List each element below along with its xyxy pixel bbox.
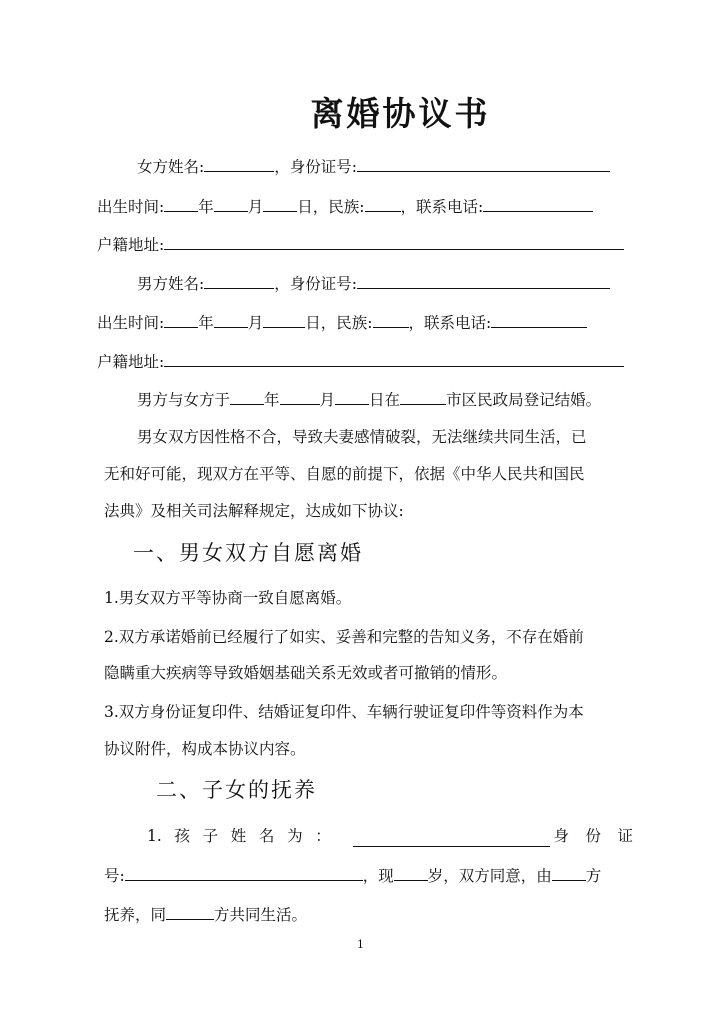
item-number: 1.: [147, 827, 162, 845]
male-ethnicity-blank[interactable]: [373, 310, 409, 328]
male-address-blank[interactable]: [164, 349, 624, 367]
marriage-city-blank[interactable]: [400, 387, 446, 405]
marriage-day-blank[interactable]: [335, 387, 369, 405]
child-age-blank[interactable]: [394, 863, 428, 881]
spaced-char: 身: [553, 827, 570, 845]
marriage-year-blank[interactable]: [230, 387, 264, 405]
custody-party-blank[interactable]: [552, 863, 586, 881]
year-label: 年: [198, 198, 214, 216]
section1-item-1: 1.男女双方平等协商一致自愿离婚。: [104, 589, 352, 607]
day-ethnicity-label: 日，民族:: [297, 198, 365, 216]
female-id-blank[interactable]: [357, 154, 610, 172]
page-number: 1: [357, 938, 364, 951]
intro-line-3: 法典》及相关司法解释规定，达成如下协议:: [104, 502, 404, 520]
agreement-text: 岁，双方同意，由: [427, 867, 552, 885]
male-birth-month-blank[interactable]: [214, 310, 248, 328]
male-id-blank[interactable]: [357, 271, 610, 289]
female-id-label: ，身份证号:: [274, 158, 357, 176]
female-birth-day-blank[interactable]: [263, 194, 297, 212]
custody-text: 抚养，同: [104, 906, 167, 924]
child-id-blank[interactable]: [125, 863, 363, 881]
party-label: 方: [585, 867, 602, 885]
female-phone-blank[interactable]: [483, 194, 593, 212]
female-ethnicity-blank[interactable]: [365, 194, 401, 212]
section-heading-1: 一、男女双方自愿离婚: [133, 541, 363, 565]
section1-item-3-line-1: 3.双方身份证复印件、结婚证复印件、车辆行驶证复印件等资料作为本: [104, 703, 584, 721]
female-birth-year-blank[interactable]: [164, 194, 198, 212]
male-name-line: [137, 271, 721, 295]
female-address-blank[interactable]: [164, 232, 624, 250]
cohabit-party-blank[interactable]: [166, 902, 214, 920]
document-title: 离婚协议书: [310, 94, 491, 133]
female-name-line: [137, 154, 721, 178]
female-birth-month-blank[interactable]: [214, 194, 248, 212]
marriage-month-blank[interactable]: [280, 387, 320, 405]
id-number-label: 号:: [104, 867, 125, 885]
male-address-line: [97, 349, 721, 373]
month-label: 月: [247, 198, 264, 216]
cohabit-text: 方共同生活。: [214, 906, 308, 924]
male-birth-year-blank[interactable]: [164, 310, 198, 328]
female-birth-line: [97, 194, 721, 218]
section2-item-1-line-1: [147, 825, 633, 847]
intro-line-1: 男女双方因性格不合，导致夫妻感情破裂，无法继续共同生活，已: [137, 428, 587, 446]
year-label: 年: [264, 391, 280, 409]
child-name-blank[interactable]: [353, 829, 550, 847]
male-phone-blank[interactable]: [491, 310, 587, 328]
male-id-label: ，身份证号:: [274, 275, 357, 293]
spaced-char: 姓: [230, 827, 247, 845]
spaced-char: ：: [315, 827, 331, 845]
male-name-blank[interactable]: [204, 271, 274, 289]
female-address-label: 户籍地址:: [97, 236, 165, 254]
male-address-label: 户籍地址:: [97, 353, 165, 371]
male-birth-day-blank[interactable]: [263, 310, 305, 328]
section1-item-3-line-2: 协议附件，构成本协议内容。: [104, 740, 306, 758]
spaced-char: 子: [202, 827, 219, 845]
month-label: 月: [247, 314, 264, 332]
female-address-line: [97, 232, 721, 256]
intro-line-2: 无和好可能，现双方在平等、自愿的前提下，依据《中华人民共和国民: [104, 465, 585, 483]
female-phone-label: ，联系电话:: [400, 198, 484, 216]
marriage-line: [137, 387, 721, 411]
spaced-char: 为: [287, 827, 303, 845]
spaced-char: 孩: [174, 827, 190, 845]
male-birth-label: 出生时间:: [97, 314, 165, 332]
marriage-prefix: 男方与女方于: [137, 391, 231, 409]
male-phone-label: ，联系电话:: [408, 314, 492, 332]
day-at-label: 日在: [369, 391, 401, 409]
section1-item-2-line-2: 隐瞒重大疾病等导致婚姻基础关系无效或者可撤销的情形。: [104, 664, 508, 682]
female-name-label: 女方姓名:: [137, 158, 205, 176]
year-label: 年: [198, 314, 214, 332]
month-label: 月: [319, 391, 336, 409]
marriage-suffix: 市区民政局登记结婚。: [446, 391, 602, 409]
current-label: ，现: [362, 867, 394, 885]
male-birth-line: [97, 310, 721, 334]
day-ethnicity-label: 日，民族:: [305, 314, 373, 332]
male-name-label: 男方姓名:: [137, 275, 205, 293]
spaced-char: 份: [585, 827, 602, 845]
section2-item-1-line-3: [104, 902, 721, 926]
female-birth-label: 出生时间:: [97, 198, 165, 216]
section1-item-2-line-1: 2.双方承诺婚前已经履行了如实、妥善和完整的告知义务，不存在婚前: [104, 628, 584, 646]
spaced-char: 名: [258, 827, 275, 845]
section-heading-2: 二、子女的抚养: [156, 778, 317, 802]
spaced-char: 证: [617, 827, 633, 845]
female-name-blank[interactable]: [204, 154, 274, 172]
section2-item-1-line-2: [104, 863, 721, 887]
